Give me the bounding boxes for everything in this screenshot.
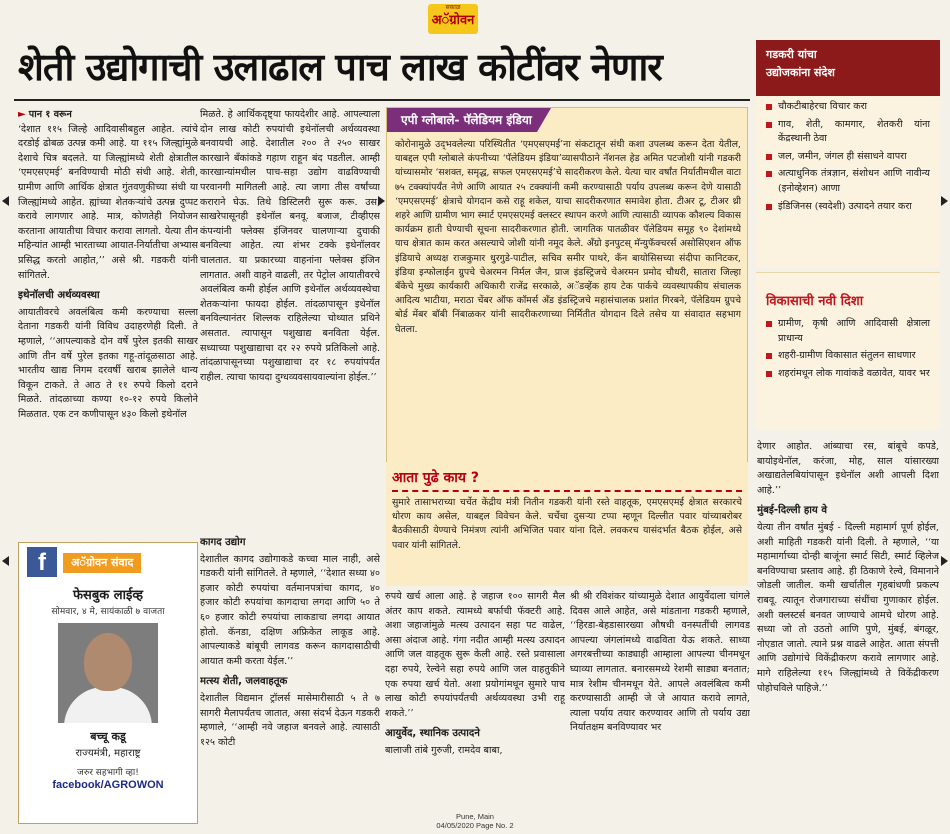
article-paragraph: रुपये खर्च आला आहे. हे जहाज १०० सागरी मैल अंतर काप शकते. त्यामध्ये बर्फाची फॅक्टरी आहे. अशा जहाजांमुळे मत्स्य उत्पादन सहा पट वाढेल, असा अंदाज आहे. गंगा नदीत आम्ही मत्स्य उत्पादन आणि जल वाहतूक सुरू केली आहे. रस्ते प्रवासाला दहा रुपये, रेल्वेने सहा रुपये आणि जल वाहतुकीने एक रुपया खर्च येतो. अशा प्रयोगांमधून सुमारे पाच लाख कोटी रुपयांपर्यंतची अर्थव्यवस्था उभी राहू शकते.’’ — [385, 591, 565, 719]
facebook-live-box — [18, 542, 198, 824]
article-column-2 — [200, 108, 380, 526]
whats-next-heading: आता पुढे काय ? — [392, 470, 479, 486]
masthead-name: अॅग्रोवन — [431, 13, 475, 28]
sidebar-heading: विकासाची नवी दिशा — [766, 294, 864, 309]
join-text: जरुर सहभागी व्हा! — [77, 768, 139, 778]
guest-name: बच्चू कडू — [90, 730, 126, 743]
list-item: शहरी-ग्रामीण विकासात संतुलन साधणार — [766, 349, 930, 364]
development-direction-sidebar — [756, 272, 940, 430]
arrow-right-icon — [941, 556, 948, 566]
headline: शेती उद्योगाची उलाढाल पाच लाख कोटींवर नेणार — [18, 45, 662, 89]
gadkari-message-sidebar — [756, 40, 940, 268]
palladium-box-heading: एपी ग्लोबाले- पॅलेडियम इंडिया — [387, 108, 537, 132]
article-paragraph: ‘देशात ११५ जिल्हे आदिवासीबहुल आहेत. त्यांचे दरडोई ढोबळ उत्पन्न कमी आहे. या ११५ जिल्ह्यांमुळे देशाचे चित्र बदलते. या जिल्ह्यांमध्ये शेती क्षेत्रातील ‘एमएसएमई’ बनविण्याची मोठी संधी आहे. शेती, ग्रामीण आणि आर्थिक क्षेत्रात गुंतवणुकीच्या संधी या जिल्ह्यांमध्ये आहेत. ह्यांच्या शेतकऱ्यांचे उत्पन्न दुप्पट करावे लागणार आहे. मात्र, कोणतेही नियोजन करताना आयातीचा विचार करावा लागतो. येत्या तीन महिन्यांत आम्ही भारताच्या आयात-निर्यातीचा अभ्यास प्रसिद्ध करतो आहोत,’’ असे श्री. गडकरी यांनी सांगितले. — [18, 123, 198, 281]
list-item: ग्रामीण, कृषी आणि आदिवासी क्षेत्राला प्राधान्य — [766, 317, 930, 346]
agrowon-samvad-tag: अॅग्रोवन संवाद — [63, 553, 141, 573]
whats-next-text: सुमारे तासाभराच्या चर्चेत केंद्रीय मंत्री नितीन गडकरी यांनी रस्ते वाहतूक, एमएसएमई क्षेत्रात सरकारचे धोरण काय असेल, याबद्दल विवेचन केले. चर्चेचा दुसऱ्या टप्पा म्हणून दिल्लीत पवार यांच्याबरोबर बैठकीसाठी येण्याचे निमंत्रण त्यांनी अभिजित पवार यांना दिले. लवकरच यासंदर्भात बैठक होईल, असे पवार यांनी सांगितले. — [392, 497, 742, 551]
arrow-left-icon — [2, 196, 9, 206]
facebook-icon: f — [27, 547, 57, 577]
list-item: इंडिजिनस (स्वदेशी) उत्पादने तयार करा — [766, 200, 930, 215]
article-paragraph: देणार आहोत. आंब्याचा रस, बांबूचे कपडे, बायोइथेनॉल, करंजा, मोह, साल यांसारख्या अखाद्यतेलबियांपासून इथेनॉल अशी आपली दिशा आहे.’’ — [757, 441, 939, 496]
guest-photo — [58, 623, 158, 723]
article-paragraph: देशातील विद्यमान ट्रॉलर्स मासेमारीसाठी ५ ते ७ सागरी मैलापर्यंतच जातात, असा संदर्भ देऊन गडकरी म्हणाले, ‘‘आम्ही नवे जहाज बनवले आहे. त्यासाठी १२५ कोटी — [200, 692, 380, 748]
agrowon-logo: सकाळ अॅग्रोवन — [428, 4, 478, 34]
subheading-ethanol: इथेनॉलची अर्थव्यवस्था — [18, 290, 100, 302]
sidebar-heading: गडकरी यांचा उद्योजकांना संदेश — [756, 40, 940, 96]
article-column-5 — [570, 590, 750, 820]
list-item: जल, जमीन, जंगल ही संसाधने वापरा — [766, 150, 930, 165]
message-list — [756, 96, 940, 214]
article-paragraph: श्री श्री रविशंकर यांच्यामुळे देशात आयुर्वेदाला चांगले दिवस आले आहेत, असे मांडताना गडकरी म्हणाले, ‘‘हिरडा-बेहडासारख्या औषधी वनस्पतींची लागवड आपल्या जंगलांमध्ये वाढविता येऊ शकते. साध्या अगरबत्तीच्या काड्याही आम्हाला आपल्या चीनमधून घ्याव्या लागतात. बनारसमध्ये रेशमी साड्या बनतात; मात्र रेशीम चीनमधून येते. आपले अवलंबित्व कमी करण्यासाठी आम्ही जे जे आयात करावे लागते, त्याला पर्याय तयार करण्यावर आणि तो पर्याय उद्या निर्यातक्षम बनविण्यावर भर — [570, 591, 750, 734]
article-column-1 — [18, 108, 198, 538]
article-column-4 — [385, 590, 565, 820]
arrow-right-icon — [941, 196, 948, 206]
article-column-6 — [757, 440, 939, 820]
direction-list — [756, 313, 940, 381]
article-paragraph: मिळते. हे आर्थिकदृष्ट्या फायदेशीर आहे. आपल्याला दोन लाख कोटी रुपयांची इथेनॉलची अर्थव्यवस्था बनवायची आहे. देशातील २०० ते २५० साखर कारखाने बँकांकडे गहाण राहून बंद पडतील. आम्ही कारखान्यांमधील पाच-सहा उद्योग वाढविण्याची परवानगी मागितली आहे. त्या जागा तीस वर्षांच्या कराराने घेऊ. तिथे डिस्टिलरी सुरू करू. उस, साखरेपासूनही इथेनॉल बनवू. बजाज, टीव्हीएस कंपन्यांनी फ्लेक्स इंजिनवर चालणाऱ्या दुचाकी बनविल्या आहेत. त्या शंभर टक्के इथेनॉलवर चालतात. या प्रकारच्या वाहनांना फ्लेक्स इंजिन लागतात. अशी वाहने वाढली, तर पेट्रोल आयातीवरचे अवलंबित्व कमी होईल आणि इथेनॉल अर्थव्यवस्थेचा शेतकऱ्यांना फायदा होईल. तांदळापासून इथेनॉल बनविल्यानंतर शिल्लक राहिलेल्या चोथ्यात प्रथिने असतात. त्यापासून पशुखाद्य बनविता येईल. सध्याच्या पशुखाद्याचा दर २२ रुपये प्रतिकिलो आहे. तांदळापासूनच्या पशुखाद्याचा दर १८ रुपयांपर्यंत राहील. त्याचा फायदा दुग्धव्यवसायवाल्यांना होईल.’’ — [200, 109, 380, 383]
arrow-left-icon — [2, 556, 9, 566]
facebook-link[interactable]: facebook/AGROWON — [52, 779, 164, 791]
article-column-3 — [200, 530, 380, 820]
subheading-highway: मुंबई-दिल्ली हाय वे — [757, 505, 828, 517]
article-paragraph: येत्या तीन वर्षांत मुंबई - दिल्ली महामार्ग पूर्ण होईल, अशी माहिती गडकरी यांनी दिली. ते म्हणाले, ‘‘या महामार्गाच्या दोन्ही बाजूंना स्मार्ट सिटी, स्मार्ट व्हिलेज बनविण्याचा प्रस्ताव आहे. ही ठिकाणे रेल्वे, विमानाने जोडली जातील. कमी खर्चातील गृहबांधणी प्रकल्प राबवू. त्यातून रोजगाराच्या संधींचा गुणाकार होईल. अशी क्लस्टर्स बनवत जाण्याचे आमचे धोरण आहे. सध्या जो तो उठतो आणि पुणे, मुंबई, बंगळूर, नोएडात जातो. त्याने प्रश्न वाढले आहेत. आता संपत्ती आणि उद्योगांचे विकेंद्रीकरण करावे लागणार आहे. मागे राहिलेल्या ११५ जिल्ह्यांमध्ये ते विकेंद्रीकरण पोहोचविले पाहिजे.’’ — [757, 521, 939, 694]
edition-label: Pune, Main — [456, 812, 494, 821]
dashed-divider — [392, 490, 742, 492]
subheading-fisheries: मत्स्य शेती, जलवाहतूक — [200, 676, 288, 688]
list-item: चौकटीबाहेरचा विचार करा — [766, 100, 930, 115]
headline-rule — [14, 99, 750, 101]
article-paragraph: बालाजी तांबे गुरुजी, रामदेव बाबा, — [385, 744, 503, 756]
list-item: शहरांमधून लोक गावांकडे वळावेत, यावर भर — [766, 367, 930, 382]
subheading-paper: कागद उद्योग — [200, 537, 246, 548]
whats-next-box — [386, 462, 748, 586]
palladium-box-text: कोरोनामुळे उद्‌भवलेल्या परिस्थितीत ‘एमएसएमई’ना संकटातून संधी कशा उपलब्ध करून देता येतील, याबद्दल एपी ग्लोबाले कंपनीच्या ‘पॅलेडियम इंडिया’व्यासपीठाने नॅशनल हेड अमित पटजोशी यांनी गडकरी यांच्यासमोर ‘सशक्त, समृद्ध, सफल एमएसएमई’चे सादरीकरण केले. येत्या चार वर्षांत निर्यातीमधील वाटा ७५ टक्क्यांपर्यंत नेणे आणि आयात २५ टक्क्यांनी कमी करण्यासाठी पर्याय उपलब्ध करून देणे यासाठी ‘एमएसएमई’ क्षेत्राचे योगदान कसे राहू शकेल, याचा सादरीकरणात समावेश होता. टीअर टू, टीअर थ्री शहरे आणि ग्रामीण भाग स्मार्ट एमएसएमई क्लस्टर स्थापन करणे आणि त्यासाठी व्यापक कौशल्य विकास कार्यक्रम हाती घेण्याची सूचना सादरीकरणात होती. जागतिक पातळीवर पॅलेडियम समूह ९० देशांमध्ये याच क्षेत्रात काम करत असल्याचे जोशी यांनी नमूद केले. अँग्रो इनपुटस्‌ मॅन्युफॅक्चरर्स असोसिएशन ऑफ इंडियाचे अध्यक्ष राजकुमार धुरगुडे-पाटील, सचिव समीर पाथरे, कँन बायोसिसच्या संदीपा कानिटकर, इंडिया इन्फोलाईन ग्रुपचे चेअरमन निर्मल जैन, प्राज इंडस्ट्रिजचे चेअरमन प्रमोद चौधरी, सातारा जिल्हा बँकेचे मुख्य कार्यकारी अधिकारी राजेंद्र सरकाळे, अॅडव्हेंक हाय टेक पार्कचे व्यवस्थापकीय संचालक आदित्य भाटीया, मराठा चेंबर ऑफ कॉमर्स अँड इंडस्ट्रिजचे महासंचालक प्रशांत गिरबने, पॅलेडियम ग्रुपचे बोर्ड मेंबर बॉबी निंबाळकर यांनी सादरीकरणाच्या निर्मितीत योगदान दिले तसेच या संवादात सहभाग घेतला. — [395, 139, 741, 335]
page-footer — [0, 812, 950, 830]
date-page-label: 04/05/2020 Page No. 2 — [436, 821, 514, 830]
list-item: गाव, शेती, कामगार, शेतकरी यांना केंद्रस्थानी ठेवा — [766, 118, 930, 147]
article-paragraph: देशातील कागद उद्योगाकडे कच्चा माल नाही, असे गडकरी यांनी सांगितले. ते म्हणाले, ‘‘देशात सध्या ४० हजार कोटी रुपयांचा वर्तमानपत्रांचा कागद, ४० हजार कोटी रुपयांचा कागदाचा लगदा आणि ५० ते ६० हजार कोटी रुपयांचा लाकडाचा लगदा आयात होतो. कॅनडा, दक्षिण अफ्रिकेत लाकूड आहे. आपल्याकडे बांबूची लागवड करून कागदासाठीची आयात कमी करता येईल.’’ — [200, 553, 380, 667]
facebook-live-title: फेसबुक लाईव्ह — [73, 588, 143, 603]
guest-role: राज्यमंत्री, महाराष्ट्र — [75, 748, 141, 759]
continued-from-label: पान १ वरून — [28, 109, 72, 120]
continued-marker: ► — [18, 109, 26, 120]
subheading-ayurveda: आयुर्वेद, स्थानिक उत्पादने — [385, 728, 480, 740]
arrow-right-icon — [378, 196, 385, 206]
article-paragraph: आयातीवरचे अवलंबित्व कमी करण्याचा सल्ला देताना गडकरी यांनी विविध उदाहरणेही दिली. ते म्हणाले, ‘‘आपल्याकडे दोन वर्षे पुरेल इतकी साखर आणि तीन वर्षे पुरेल इतका गहू-तांदूळसाठा आहे. भारतीय खाद्य निगम दरवर्षी खराब झालेले धान्य विकून टाकते. ते आठ ते ११ रुपये किलो दराने मिळते. तांदळाच्या कण्या १०-१२ रुपये किलोने मिळतात. एक टन कणीपासून ४३० किलो इथेनॉल — [18, 306, 198, 420]
facebook-live-date: सोमवार, ४ मे, सायंकाळी ७ वाजता — [51, 607, 165, 617]
list-item: अत्याधुनिक तंत्रज्ञान, संशोधन आणि नावीन्य (इनोव्हेशन) आणा — [766, 167, 930, 196]
